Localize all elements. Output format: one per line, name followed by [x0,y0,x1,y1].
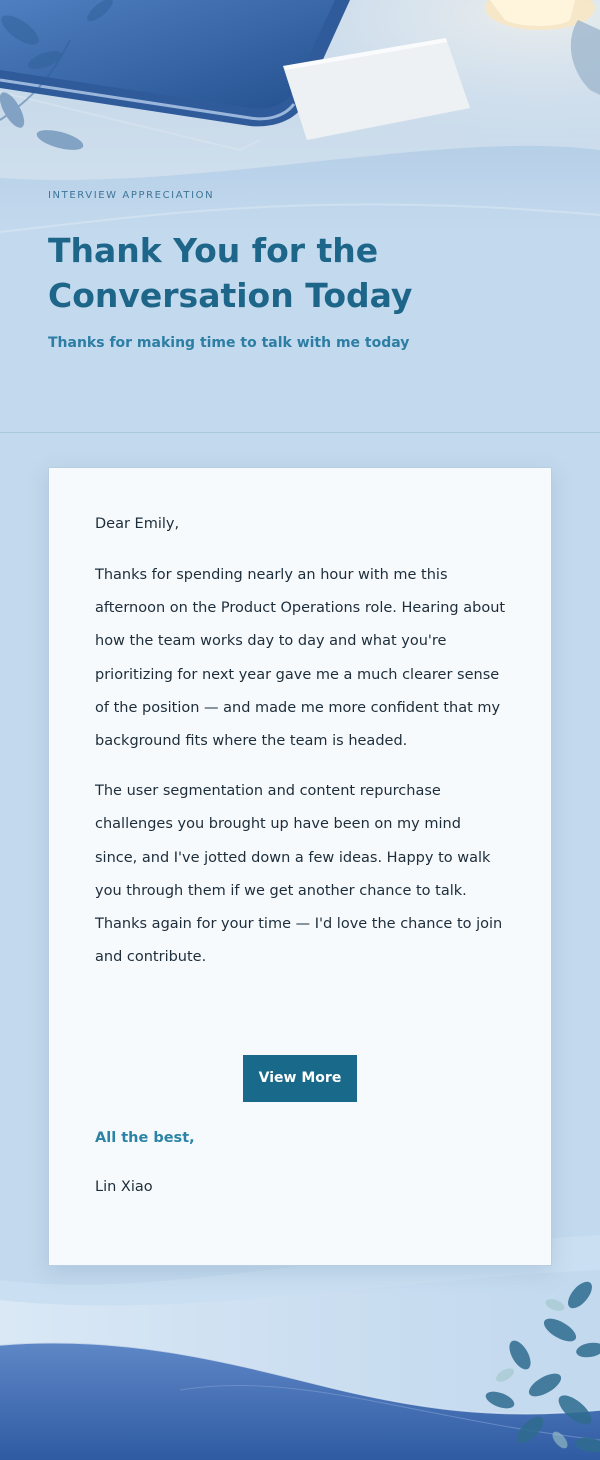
letter-signoff: All the best, [95,1130,195,1146]
wave-leaves-illustration [0,1235,600,1460]
letter-body [95,508,507,974]
sender-name: Lin Xiao [95,1179,153,1195]
page-subtitle: Thanks for making time to talk with me today [48,335,410,351]
letter-paragraph: Thanks for spending nearly an hour with me this afternoon on the Product Operations role. Hearing about how the team works day to day and what you're prioritizing for next year gave me a much clearer sense of the position — and made me more confident that my background fits where the team is headed. [95,567,506,750]
eyebrow-label: INTERVIEW APPRECIATION [48,190,215,201]
view-more-button[interactable]: View More [243,1055,357,1102]
letter-greeting: Dear Emily, [95,516,180,532]
page-title: Thank You for the Conversation Today [48,231,413,315]
letter-paragraph: The user segmentation and content repurchase challenges you brought up have been on my mind since, and I've jotted down a few ideas. Happy to walk you through them if we get another chance to talk. Thanks again for your time — I'd love the chance to join and contribute. [95,783,503,966]
letter-card [48,467,552,1266]
email-header [0,0,600,432]
header-divider [0,432,600,433]
cta-container [49,1055,551,1102]
